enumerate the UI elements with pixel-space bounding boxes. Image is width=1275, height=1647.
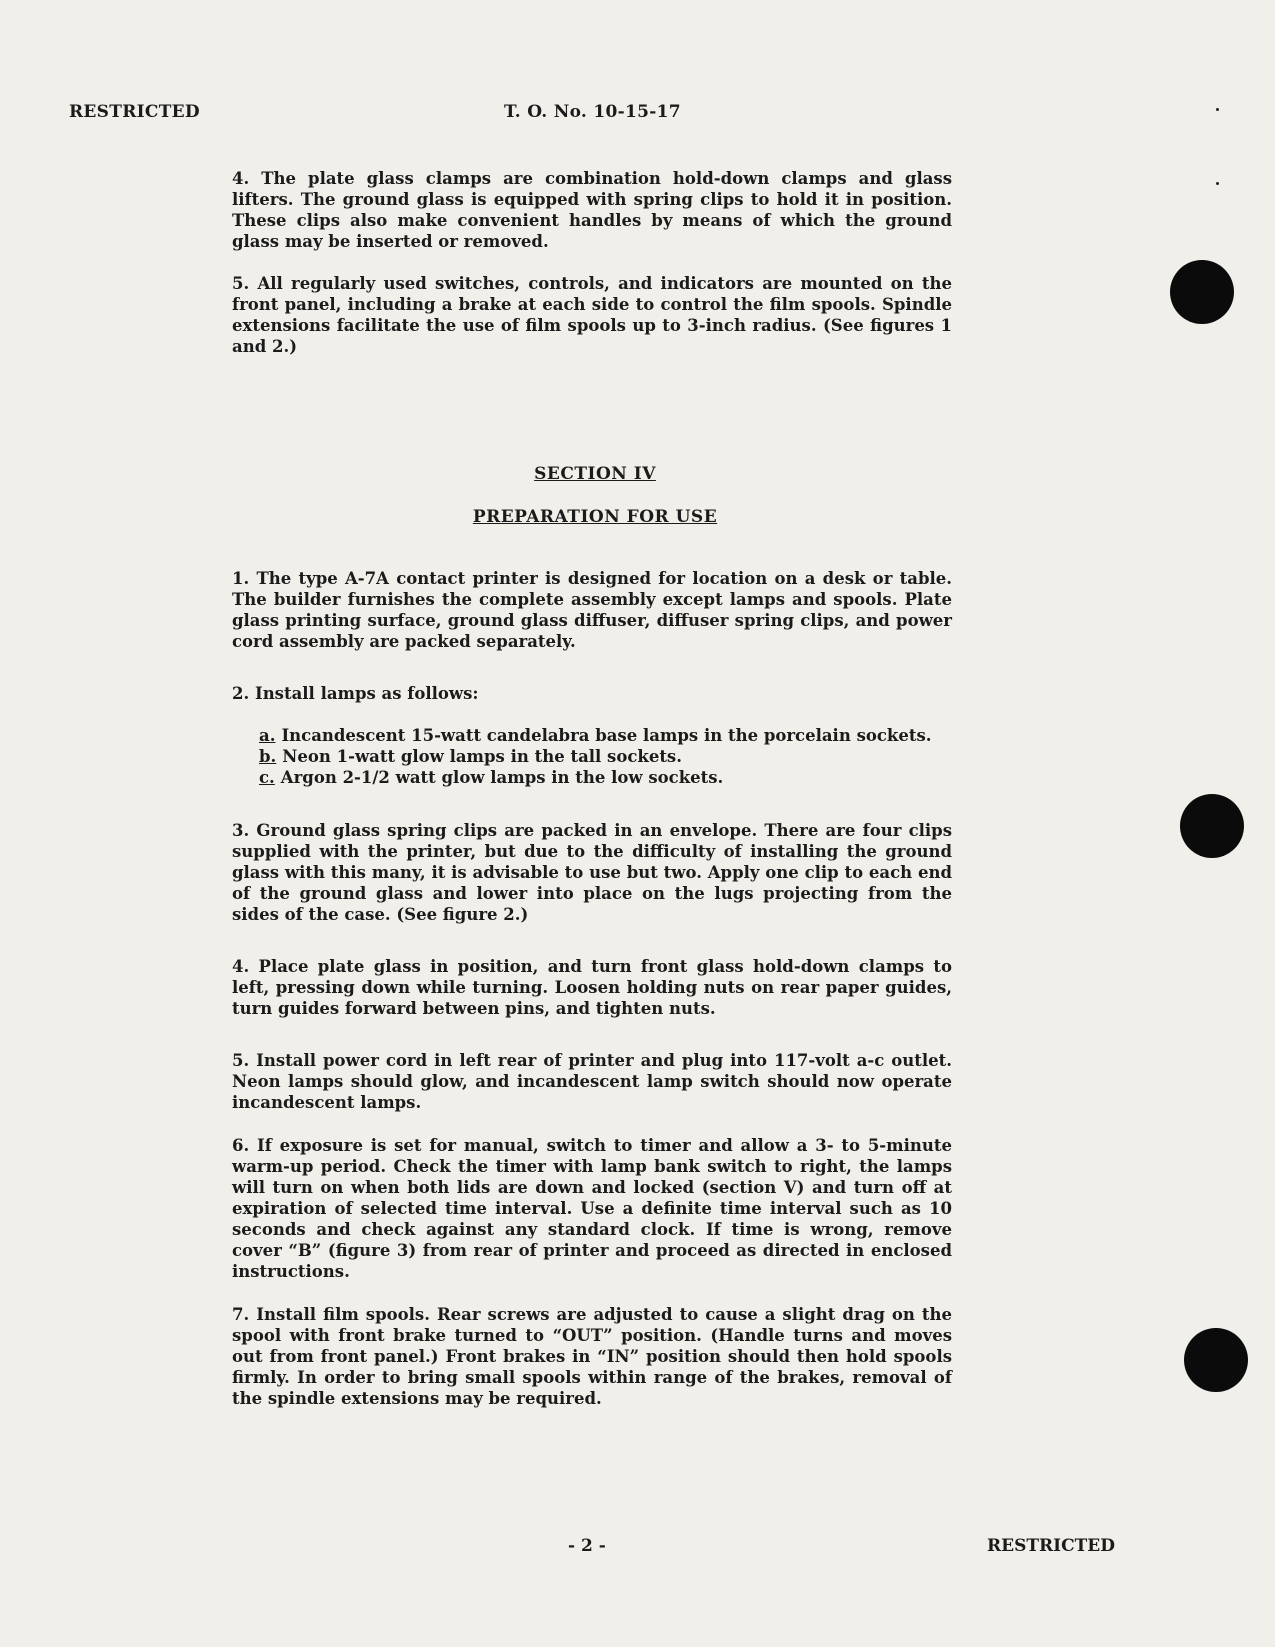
item-text: Incandescent 15-watt candelabra base lamps in the porcelain sockets. (281, 726, 932, 745)
item-letter: c. (259, 768, 275, 787)
paragraph-4: 4. Place plate glass in position, and turn front glass hold-down clamps to left, pressing down while turning. Loosen holding nuts on rear paper guides, turn guides forward between pins, and tighten nuts. (232, 957, 952, 1018)
paragraph-2: 2. Install lamps as follows: (232, 684, 479, 703)
paragraph-6: 6. If exposure is set for manual, switch to timer and allow a 3- to 5-minute warm-up period. Check the timer with lamp bank switch to right, the lamps will turn on when both lids are down and locked (section V) and turn off at expiration of selected time interval. Use a definite time interval such as 10 seconds and check against any standard clock. If time is wrong, remove cover “B” (figure 3) from rear of printer and proceed as directed in enclosed instructions. (232, 1136, 952, 1281)
lamp-item-c (259, 767, 959, 788)
binder-hole (1184, 1328, 1248, 1392)
paper-speck (1216, 182, 1219, 185)
item-text: Neon 1-watt glow lamps in the tall sockets. (282, 747, 682, 766)
section-title: PREPARATION FOR USE (472, 507, 718, 527)
paragraph-5: 5. Install power cord in left rear of printer and plug into 117-volt a-c outlet. Neon lamps should glow, and incandescent lamp switch should now operate incandescent lamps. (232, 1051, 952, 1112)
item-letter: a. (259, 726, 276, 745)
intro-paragraph-5: 5. All regularly used switches, controls, and indicators are mounted on the front panel, including a brake at each side to control the film spools. Spindle extensions facilitate the use of film spools up to 3-inch radius. (See figures 1 and 2.) (232, 274, 952, 356)
header-classification: RESTRICTED (69, 102, 200, 122)
paragraph-1: 1. The type A-7A contact printer is designed for location on a desk or table. The builder furnishes the complete assembly except lamps and spools. Plate glass printing surface, ground glass diffuser, diffuser spring clips, and power cord assembly are packed separately. (232, 569, 952, 651)
paper-speck (1216, 108, 1219, 111)
header-doc-number: T. O. No. 10-15-17 (504, 102, 681, 122)
intro-paragraph-4: 4. The plate glass clamps are combination hold-down clamps and glass lifters. The ground glass is equipped with spring clips to hold it in position. These clips also make convenient handles by means of which the ground glass may be inserted or removed. (232, 169, 952, 251)
lamp-item-a (259, 725, 959, 746)
paragraph-7: 7. Install film spools. Rear screws are adjusted to cause a slight drag on the spool with front brake turned to “OUT” position. (Handle turns and moves out from front panel.) Front brakes in “IN” position should then hold spools firmly. In order to bring small spools within range of the brakes, removal of the spindle extensions may be required. (232, 1305, 952, 1408)
footer-classification: RESTRICTED (987, 1536, 1115, 1556)
binder-hole (1170, 260, 1234, 324)
item-letter: b. (259, 747, 277, 766)
binder-hole (1180, 794, 1244, 858)
lamp-item-b (259, 746, 959, 767)
item-text: Argon 2-1/2 watt glow lamps in the low sockets. (280, 768, 724, 787)
section-number: SECTION IV (534, 464, 656, 484)
footer-page-number: - 2 - (568, 1536, 606, 1556)
paragraph-3: 3. Ground glass spring clips are packed in an envelope. There are four clips supplied with the printer, but due to the difficulty of installing the ground glass with this many, it is advisable to use but two. Apply one clip to each end of the ground glass and lower into place on the lugs projecting from the sides of the case. (See figure 2.) (232, 821, 952, 924)
